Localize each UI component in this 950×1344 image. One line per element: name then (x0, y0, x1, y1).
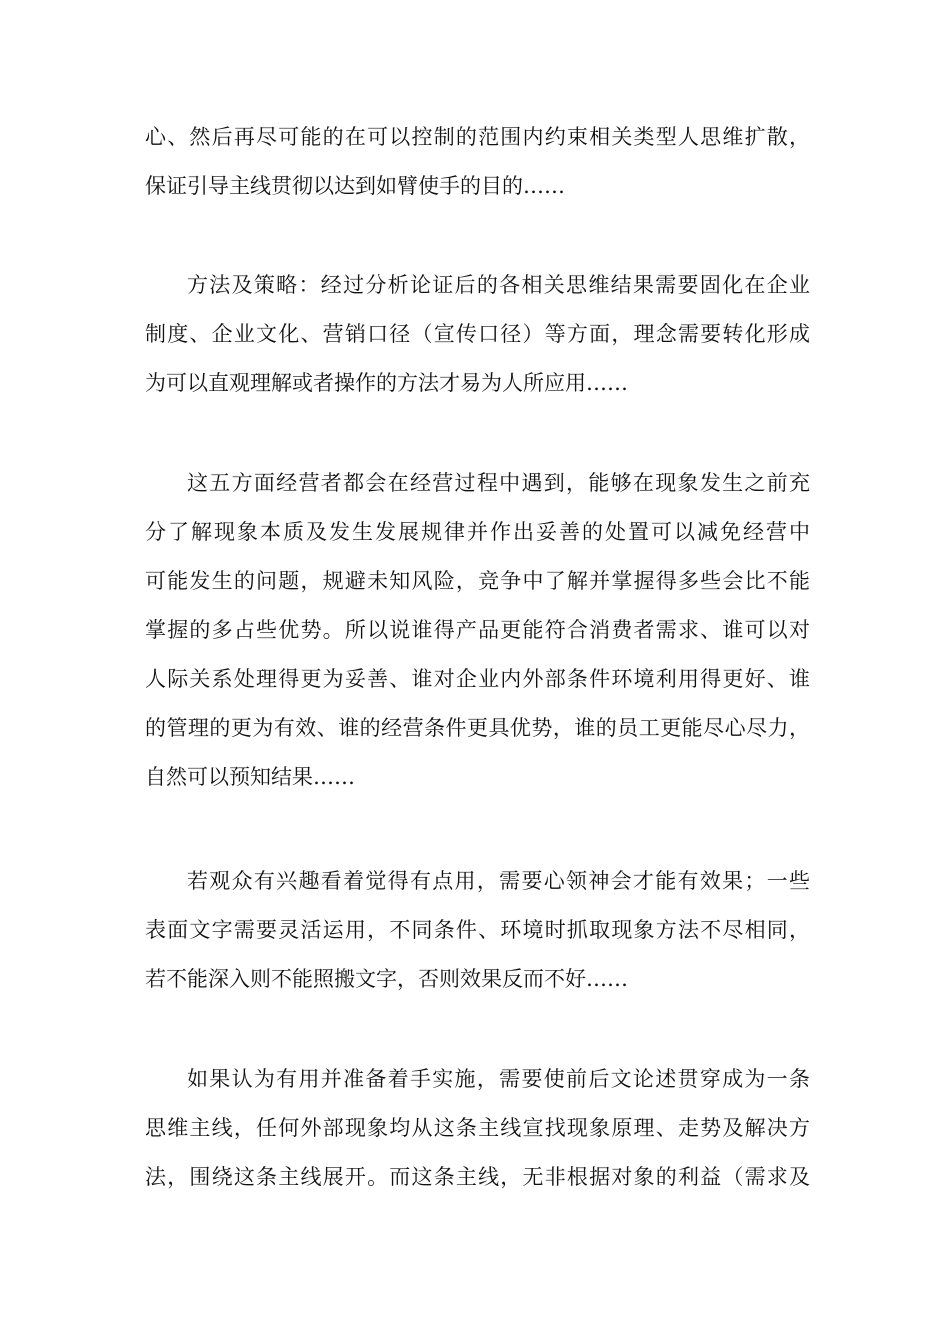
paragraph-3 (145, 459, 810, 802)
paragraph-line: 法，围绕这条主线展开。而这条主线，无非根据对象的利益（需求及 (145, 1165, 810, 1189)
paragraph-line: 人际关系处理得更为妥善、谁对企业内外部条件环境利用得更好、谁 (145, 667, 810, 691)
paragraph-4 (145, 857, 810, 1004)
paragraph-line: 制度、企业文化、营销口径（宣传口径）等方面，理念需要转化形成 (145, 322, 810, 346)
paragraph-line: 保证引导主线贯彻以达到如臂使手的目的…… (145, 174, 565, 198)
paragraph-line: 掌握的多占些优势。所以说谁得产品更能符合消费者需求、谁可以对 (145, 618, 810, 642)
paragraph-line: 为可以直观理解或者操作的方法才易为人所应用…… (145, 371, 628, 395)
paragraph-line: 分了解现象本质及发生发展规律并作出妥善的处置可以减免经营中 (145, 520, 810, 544)
paragraph-line: 若观众有兴趣看着觉得有点用，需要心领神会才能有效果；一些 (187, 869, 810, 893)
paragraph-line: 心、然后再尽可能的在可以控制的范围内约束相关类型人思维扩散， (145, 125, 810, 149)
paragraph-1 (145, 113, 810, 211)
paragraph-line: 自然可以预知结果…… (145, 765, 355, 789)
paragraph-5 (145, 1055, 810, 1202)
paragraph-2 (145, 261, 810, 408)
paragraph-line: 这五方面经营者都会在经营过程中遇到，能够在现象发生之前充 (187, 471, 810, 495)
paragraph-line: 如果认为有用并准备着手实施，需要使前后文论述贯穿成为一条 (187, 1067, 810, 1091)
paragraph-line: 的管理的更为有效、谁的经营条件更具优势，谁的员工更能尽心尽力， (145, 716, 810, 740)
paragraph-line: 思维主线，任何外部现象均从这条主线宣找现象原理、走势及解决方 (145, 1116, 810, 1140)
paragraph-line: 表面文字需要灵活运用，不同条件、环境时抓取现象方法不尽相同， (145, 918, 810, 942)
paragraph-line: 方法及策略：经过分析论证后的各相关思维结果需要固化在企业 (187, 273, 810, 297)
paragraph-line: 若不能深入则不能照搬文字，否则效果反而不好…… (145, 967, 628, 991)
paragraph-line: 可能发生的问题，规避未知风险，竞争中了解并掌握得多些会比不能 (145, 569, 810, 593)
